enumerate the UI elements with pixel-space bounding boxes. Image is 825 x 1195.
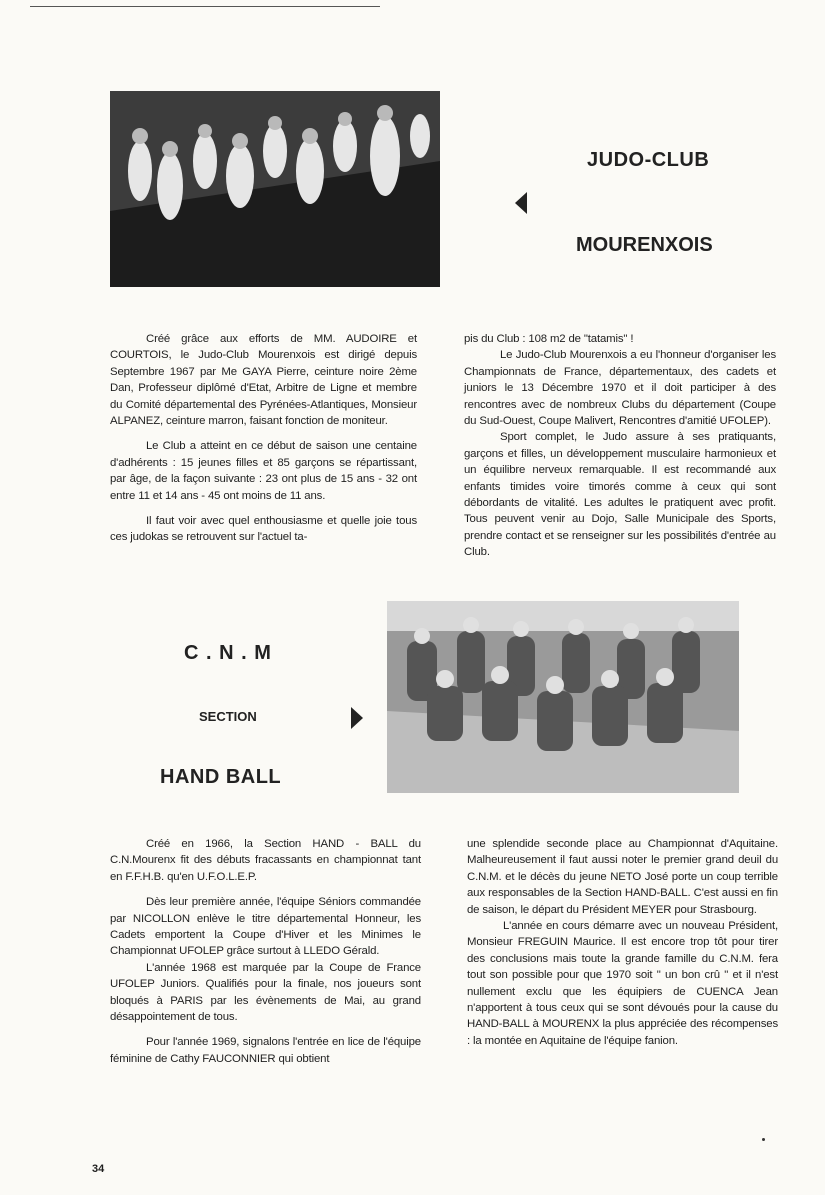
section-label: SECTION bbox=[199, 709, 257, 724]
paragraph: L'année en cours démarre avec un nouveau Président, Monsieur FREGUIN Maurice. Il est encore trop tôt pour tirer des conclusions mais toute la grande famille du C.N.M. fera tout son possible pour que 1970 soit " un bon crû " et il n'est nullement exclu que les équipiers de CUENCA Jean n'apportent à tous ceux qui se sont dévoués pour la cause du HAND-BALL à MOURENX la plus appréciée des récompenses : la montée en Aquitaine de l'équipe fanion. bbox=[467, 920, 778, 1047]
handball-column-left bbox=[110, 836, 421, 1067]
judo-title-line2: MOURENXOIS bbox=[576, 234, 713, 256]
paragraph: Créé grâce aux efforts de MM. AUDOIRE et COURTOIS, le Judo-Club Mourenxois est dirigé depuis Septembre 1967 par Me GAYA Pierre, ceinture noire 2ème Dan, Professeur diplômé d'Etat, Arbitre de Ligne et membre du Comité départemental des Pyrénées-Atlantiques, Monsieur ALPANEZ, ceinture marron, faisant fonction de moniteur. bbox=[110, 333, 417, 428]
paragraph: Créé en 1966, la Section HAND - BALL du C.N.Mourenx fit des débuts fracassants en championnat tant en F.F.H.B. qu'en U.F.O.L.E.P. bbox=[110, 838, 421, 883]
speck bbox=[762, 1138, 765, 1141]
handball-team-photo bbox=[387, 601, 739, 793]
judo-column-left bbox=[110, 331, 417, 546]
judo-class-photo bbox=[110, 91, 440, 287]
judo-column-right bbox=[464, 331, 776, 561]
handball-title: HAND BALL bbox=[160, 766, 282, 788]
paragraph: Il faut voir avec quel enthousiasme et quelle joie tous ces judokas se retrouvent sur l'actuel ta- bbox=[110, 515, 417, 544]
paragraph: une splendide seconde place au Championnat d'Aquitaine. Malheureusement il faut aussi noter le premier grand deuil du C.N.M. et le décès du jeune NETO José porte un coup terrible aux responsables de la Section HAND-BALL. C'est aussi en fin de saison, le départ du Président MEYER pour Strasbourg. bbox=[467, 838, 778, 916]
paragraph: pis du Club : 108 m2 de "tatamis" ! bbox=[464, 333, 634, 345]
page-number: 34 bbox=[92, 1163, 105, 1175]
top-rule bbox=[30, 6, 380, 7]
paragraph: L'année 1968 est marquée par la Coupe de France UFOLEP Juniors. Qualifiés pour la finale, nos joueurs sont bloqués à PARIS par les évènements de Mai, au grand désappointement de tous. bbox=[110, 961, 421, 1024]
right-arrow-icon bbox=[351, 707, 363, 729]
left-arrow-icon bbox=[515, 192, 527, 214]
paragraph: Sport complet, le Judo assure à ses pratiquants, garçons et filles, un développement musculaire harmonieux et un équilibre nerveux remarquable. Il est recommandé aux enfants timides voire timorés comme à ceux qui sont débordants de vitalité. Les adultes le pratiquent avec profit. Tous peuvent venir au Dojo, Salle Municipale des Sports, prendre contact et se renseigner sur les possibilités d'entrée au Club. bbox=[464, 431, 776, 559]
paragraph: Dès leur première année, l'équipe Séniors commandée par NICOLLON enlève le titre départemental Honneur, les Cadets emportent la Coupe d'Hiver et les Minimes le Championnat UFOLEP grâce surtout à LLEDO Gérald. bbox=[110, 896, 421, 958]
cnm-title: C . N . M bbox=[184, 642, 272, 664]
paragraph: Le Judo-Club Mourenxois a eu l'honneur d'organiser les Championnats de France, départementaux, des cadets et juniors le 13 Décembre 1970 et il doit participer à des rencontres avec de nombreux Clubs du département (Coupe du Sud-Ouest, Coupe Malivert, Rencontres d'amitié UFOLEP). bbox=[464, 349, 776, 428]
paragraph: Pour l'année 1969, signalons l'entrée en lice de l'équipe féminine de Cathy FAUCONNIER qui obtient bbox=[110, 1036, 421, 1065]
judo-title-line1: JUDO-CLUB bbox=[587, 149, 710, 171]
handball-column-right bbox=[467, 836, 778, 1049]
paragraph: Le Club a atteint en ce début de saison une centaine d'adhérents : 15 jeunes filles et 85 garçons se répartissant, par âge, de la façon suivante : 23 ont plus de 15 ans - 32 ont entre 11 et 14 ans - 45 ont moins de 11 ans. bbox=[110, 440, 417, 502]
